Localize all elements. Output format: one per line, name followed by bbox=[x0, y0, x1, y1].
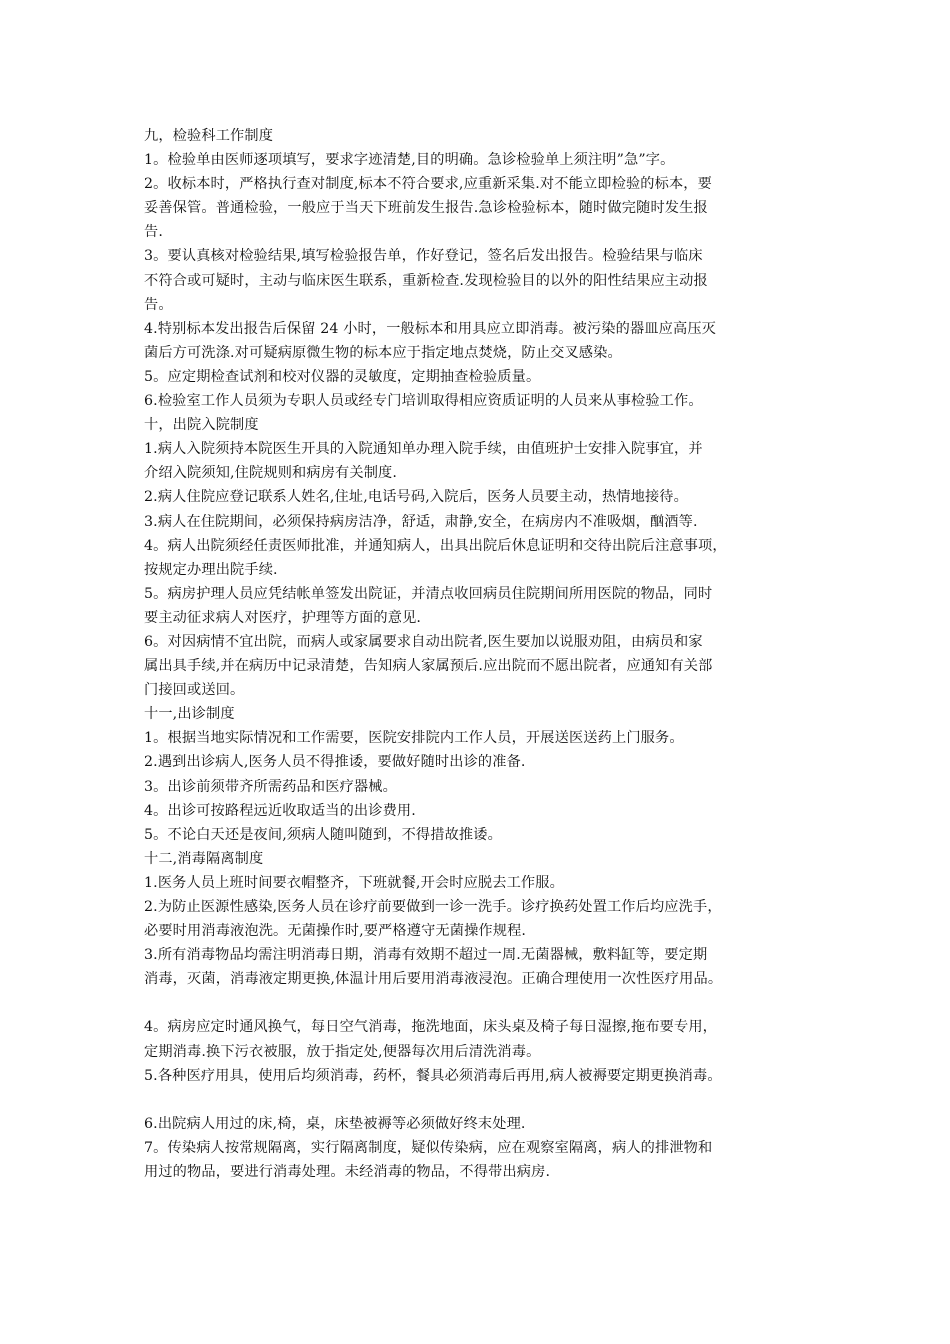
text-line: 菌后方可洗涤.对可疑病原微生物的标本应于指定地点焚烧，防止交叉感染。 bbox=[144, 344, 622, 361]
text-line: 1。检验单由医师逐项填写，要求字迹清楚,目的明确。急诊检验单上须注明”急”字。 bbox=[144, 152, 675, 169]
text-line: 2.为防止医源性感染,医务人员在诊疗前要做到一诊一洗手。诊疗换药处置工作后均应洗手， bbox=[144, 899, 722, 915]
paragraph bbox=[144, 823, 816, 847]
text-line: 十一,出诊制度 bbox=[144, 706, 235, 723]
paragraph bbox=[144, 871, 816, 895]
text-line: 5。不论白天还是夜间,须病人随叫随到，不得措故推诿。 bbox=[144, 826, 502, 843]
paragraph bbox=[144, 799, 816, 823]
section-heading bbox=[144, 847, 816, 871]
text-line: 2.遇到出诊病人,医务人员不得推诿，要做好随时出诊的准备. bbox=[144, 754, 526, 771]
paragraph bbox=[144, 437, 816, 485]
paragraph bbox=[144, 582, 816, 630]
text-line: 3。出诊前须带齐所需药品和医疗器械。 bbox=[144, 778, 397, 795]
paragraph bbox=[144, 895, 816, 943]
section-heading bbox=[144, 124, 816, 148]
paragraph bbox=[144, 365, 816, 389]
text-line: 1.医务人员上班时间要衣帽整齐，下班就餐,开会时应脱去工作服。 bbox=[144, 874, 564, 891]
text-line: 要主动征求病人对医疗，护理等方面的意见. bbox=[144, 609, 422, 626]
text-line: 属出具手续,并在病历中记录清楚，告知病人家属预后.应出院而不愿出院者，应通知有关部 bbox=[144, 658, 713, 675]
paragraph bbox=[144, 172, 816, 244]
paragraph bbox=[144, 775, 816, 799]
text-line: 按规定办理出院手续. bbox=[144, 561, 278, 578]
text-line: 十，出院入院制度 bbox=[144, 417, 259, 434]
text-line: 6.出院病人用过的床,椅，桌，床垫被褥等必须做好终末处理. bbox=[144, 1115, 526, 1132]
paragraph bbox=[144, 317, 816, 365]
paragraph bbox=[144, 534, 816, 582]
paragraph bbox=[144, 630, 816, 702]
text-line: 5。应定期检查试剂和校对仪器的灵敏度，定期抽查检验质量。 bbox=[144, 368, 541, 385]
text-line: 用过的物品，要进行消毒处理。未经消毒的物品，不得带出病房. bbox=[144, 1164, 551, 1181]
paragraph bbox=[144, 148, 816, 172]
text-line: 不符合或可疑时，主动与临床医生联系，重新检查.发现检验目的以外的阳性结果应主动报 bbox=[144, 272, 708, 289]
text-line: 妥善保管。普通检验，一般应于当天下班前发生报告.急诊检验标本，随时做完随时发生报 bbox=[144, 200, 708, 217]
paragraph bbox=[144, 1015, 816, 1063]
text-line: 4.特别标本发出报告后保留 24 小时，一般标本和用具应立即消毒。被污染的器皿应高压灭 bbox=[144, 320, 716, 337]
text-line: 4。病房应定时通风换气，每日空气消毒，拖洗地面，床头桌及椅子每日湿擦,拖布要专用， bbox=[144, 1019, 718, 1036]
text-line: 7。传染病人按常规隔离，实行隔离制度，疑似传染病，应在观察室隔离，病人的排泄物和 bbox=[144, 1139, 713, 1156]
document-page bbox=[144, 124, 816, 1184]
text-line: 告。 bbox=[144, 296, 173, 313]
text-line: 5.各种医疗用具，使用后均须消毒，药杯，餐具必须消毒后再用,病人被褥要定期更换消毒。 bbox=[144, 1067, 722, 1084]
text-line: 4。病人出院须经任责医师批准，并通知病人，出具出院后休息证明和交待出院后注意事项， bbox=[144, 537, 727, 554]
paragraph bbox=[144, 389, 816, 413]
text-line: 十二,消毒隔离制度 bbox=[144, 850, 264, 867]
text-line: 门接回或送回。 bbox=[144, 682, 245, 699]
text-line: 3。要认真核对检验结果,填写检验报告单，作好登记，签名后发出报告。检验结果与临床 bbox=[144, 248, 703, 265]
paragraph bbox=[144, 510, 816, 534]
text-line: 3.所有消毒物品均需注明消毒日期，消毒有效期不超过一周.无菌器械，敷料缸等，要定期 bbox=[144, 947, 708, 964]
paragraph bbox=[144, 726, 816, 750]
text-line: 介绍入院须知,住院规则和病房有关制度. bbox=[144, 465, 398, 482]
text-line: 九，检验科工作制度 bbox=[144, 128, 274, 144]
text-line: 1.病人入院须持本院医生开具的入院通知单办理入院手续，由值班护士安排入院事宜，并 bbox=[144, 441, 703, 458]
section-heading bbox=[144, 413, 816, 437]
text-line: 定期消毒.换下污衣被服，放于指定处,便器每次用后清洗消毒。 bbox=[144, 1043, 541, 1060]
text-line: 3.病人在住院期间，必须保持病房洁净，舒适，肃静,安全，在病房内不准吸烟，酗酒等. bbox=[144, 513, 698, 530]
paragraph bbox=[144, 1112, 816, 1136]
text-line: 告. bbox=[144, 224, 163, 241]
paragraph bbox=[144, 750, 816, 774]
text-line: 6。对因病情不宜出院，而病人或家属要求自动出院者,医生要加以说服劝阻，由病员和家 bbox=[144, 633, 703, 650]
paragraph bbox=[144, 1136, 816, 1184]
section-heading bbox=[144, 702, 816, 726]
paragraph bbox=[144, 244, 816, 316]
text-line: 必要时用消毒液泡洗。无菌操作时,要严格遵守无菌操作规程. bbox=[144, 923, 527, 940]
paragraph bbox=[144, 943, 816, 991]
blank-line bbox=[144, 991, 816, 1015]
text-line: 2。收标本时，严格执行查对制度,标本不符合要求,应重新采集.对不能立即检验的标本，要 bbox=[144, 176, 712, 193]
blank-line bbox=[144, 1088, 816, 1112]
paragraph bbox=[144, 485, 816, 509]
text-line: 4。出诊可按路程远近收取适当的出诊费用. bbox=[144, 802, 416, 819]
text-line: 消毒，灭菌，消毒液定期更换,体温计用后要用消毒液浸泡。正确合理使用一次性医疗用品。 bbox=[144, 971, 723, 988]
text-line: 6.检验室工作人员须为专职人员或经专门培训取得相应资质证明的人员来从事检验工作。 bbox=[144, 393, 703, 410]
text-line: 5。病房护理人员应凭结帐单签发出院证，并清点收回病员住院期间所用医院的物品，同时 bbox=[144, 585, 713, 602]
text-line: 1。根据当地实际情况和工作需要，医院安排院内工作人员，开展送医送药上门服务。 bbox=[144, 730, 684, 747]
text-line: 2.病人住院应登记联系人姓名,住址,电话号码,入院后，医务人员要主动，热情地接待。 bbox=[144, 489, 688, 506]
paragraph bbox=[144, 1064, 816, 1088]
